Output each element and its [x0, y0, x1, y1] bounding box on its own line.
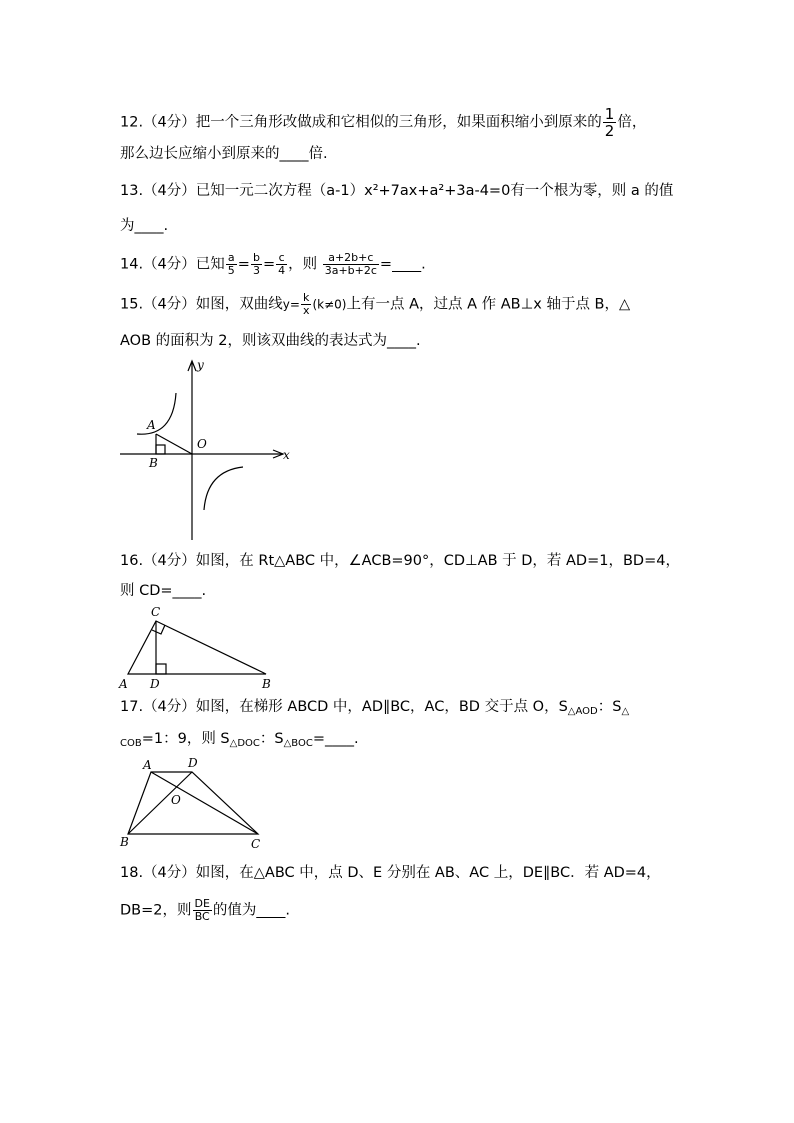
- q12-line1: 12.（4分）把一个三角形改做成和它相似的三角形，如果面积缩小到原来的 $\frac{1}{2}$ 倍，: [120, 105, 647, 140]
- q17-line1: 17.（4分）如图，在梯形 ABCD 中，AD∥BC，AC，BD 交于点 O，$S_{\triangle AOD}$：$S_\triangle$: [120, 699, 630, 717]
- q18-line1: 18.（4分）如图，在△ABC 中，点 D、E 分别在 AB、AC 上，DE∥BC．若 AD=4，: [120, 865, 661, 881]
- q16-line1: 16.（4分）如图，在 Rt△ABC 中，∠ACB=90°，CD⊥AB 于 D，若 AD=1，BD=4，: [120, 553, 680, 569]
- label-y: y: [197, 358, 204, 372]
- label-C: C: [251, 837, 261, 851]
- q16-figure: [115, 602, 285, 694]
- label-D: D: [150, 677, 160, 691]
- q13-line2: 为____.: [120, 218, 169, 234]
- trapezoid-ABCD: [128, 772, 258, 834]
- segment-AO: [156, 434, 192, 454]
- label-x: x: [283, 448, 290, 462]
- q15-line2: AOB 的面积为 2，则该双曲线的表达式为____.: [120, 333, 421, 349]
- label-O: O: [171, 793, 181, 807]
- label-C: C: [151, 605, 161, 619]
- label-A: A: [143, 758, 152, 772]
- right-angle-mark: [156, 445, 165, 454]
- q15-frac: $\frac{k}{x}$: [302, 291, 310, 317]
- q12-line2: 那么边长应缩小到原来的____倍.: [120, 146, 328, 162]
- label-O: O: [197, 437, 207, 451]
- q17-figure: [115, 755, 275, 850]
- label-A: A: [119, 677, 128, 691]
- q16-line2: 则 CD=____.: [120, 583, 207, 599]
- q17-line2: $_{COB}$=1：9，则 $S_{\triangle DOC}$：$S_{\triangle BOC}=\_\_\_\_$.: [120, 731, 359, 749]
- q14-frac-c4: $\frac{c}{4}$: [278, 251, 286, 277]
- q13-line1: 13.（4分）已知一元二次方程（a-1）x²+7ax+a²+3a-4=0有一个根为零，则 a 的值: [120, 183, 674, 199]
- hyperbola-lower-right: [204, 467, 243, 510]
- triangle-ABC: [128, 621, 266, 674]
- diagonal-AC: [151, 772, 258, 834]
- q15-figure: [115, 355, 295, 545]
- label-B: B: [120, 835, 129, 849]
- q15-line1: 15.（4分）如图，双曲线y= $\frac{k}{x}$ (k≠0)上有一点 A，过点 A 作 AB⊥x 轴于点 B，△: [120, 291, 631, 317]
- q18-frac: $\frac{DE}{BC}$: [194, 897, 210, 923]
- label-B: B: [149, 456, 158, 470]
- label-B: B: [262, 677, 271, 691]
- hyperbola-upper-left: [137, 393, 176, 434]
- q14-frac-b3: $\frac{b}{3}$: [252, 251, 260, 277]
- right-angle-C: [152, 625, 165, 634]
- label-A: A: [147, 418, 156, 432]
- diagonal-BD: [128, 772, 192, 834]
- q14-frac-expr: $\frac{a+2b+c}{3a+b+2c}$: [324, 251, 377, 277]
- q14-line: 14.（4分）已知 $\frac{a}{5}$ = $\frac{b}{3}$ = $\frac{c}{4}$ ，则 $\frac{a+2b+c}{3a+b+2c}$ =____.: [120, 251, 426, 277]
- q12-fraction: $\frac{1}{2}$: [604, 105, 615, 140]
- q14-frac-a5: $\frac{a}{5}$: [227, 251, 235, 277]
- label-D: D: [188, 756, 198, 770]
- right-angle-D: [156, 664, 166, 674]
- q18-line2: DB=2，则 $\frac{DE}{BC}$ 的值为____.: [120, 897, 291, 923]
